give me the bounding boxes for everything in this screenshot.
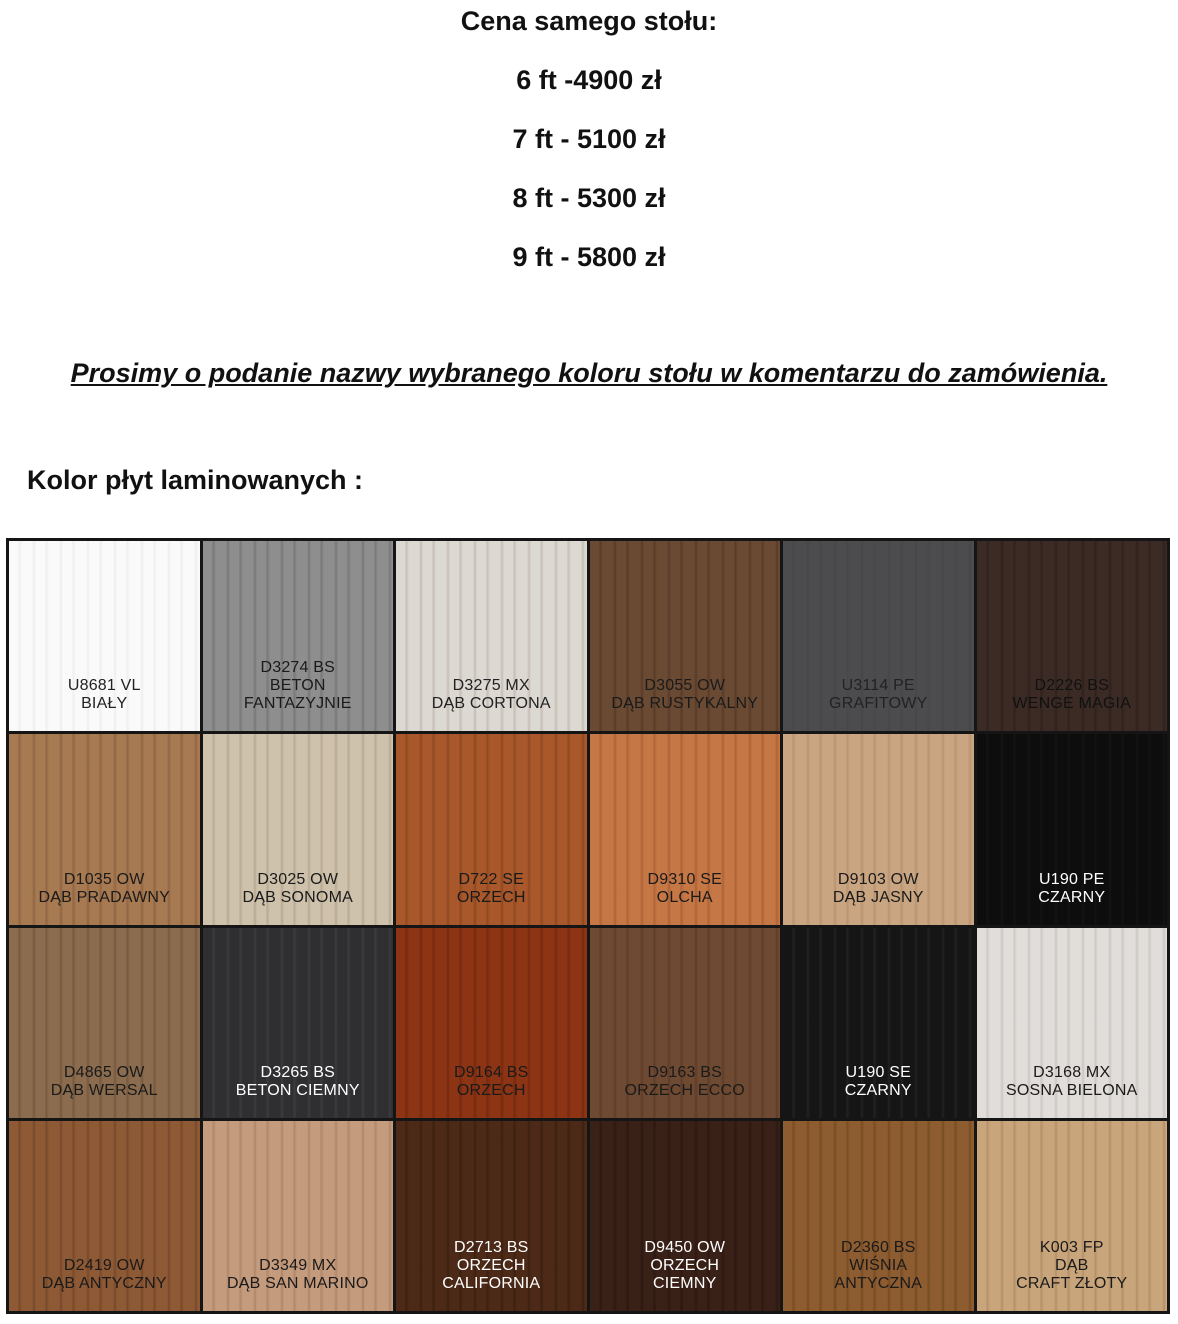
swatch-code: D9164 BS: [453, 1063, 529, 1081]
color-swatch: [9, 928, 200, 1118]
swatch-color-name: ORZECH CALIFORNIA: [442, 1257, 541, 1292]
color-swatch: [396, 928, 587, 1118]
swatch-color-name: ORZECH ECCO: [624, 1081, 745, 1099]
color-swatch: [9, 1121, 200, 1311]
color-swatch: [396, 541, 587, 731]
swatch-label: [644, 1239, 725, 1311]
swatch-label: [38, 871, 170, 925]
color-swatch: [9, 734, 200, 924]
swatch-color-name: BIAŁY: [81, 695, 128, 713]
color-swatch: [783, 928, 974, 1118]
swatch-label: [1038, 871, 1105, 925]
swatch-code: D4865 OW: [63, 1063, 145, 1081]
price-line-6ft: 6 ft -4900 zł: [516, 65, 662, 95]
swatch-code: U8681 VL: [67, 677, 141, 695]
swatch-code: D3265 BS: [260, 1063, 336, 1081]
swatch-color-name: BETON FANTAZYJNIE: [243, 677, 352, 713]
swatch-color-name: DĄB WERSAL: [50, 1081, 158, 1099]
swatch-color-name: OLCHA: [656, 888, 713, 906]
swatch-label: [845, 1064, 912, 1118]
color-swatch: [9, 541, 200, 731]
swatch-code: D3025 OW: [257, 870, 339, 888]
swatch-code: U190 PE: [1039, 870, 1105, 888]
swatch-color-name: DĄB PRADAWNY: [38, 888, 171, 906]
order-comment-notice: Prosimy o podanie nazwy wybranego koloru stołu w komentarzu do zamówienia.: [70, 358, 1108, 388]
color-swatch: [783, 1121, 974, 1311]
color-swatch: [783, 734, 974, 924]
swatch-label: [1016, 1239, 1127, 1311]
swatch-label: [834, 1239, 922, 1311]
swatch-label: [1006, 1064, 1138, 1118]
swatch-color-name: DĄB RUSTYKALNY: [611, 695, 759, 713]
color-swatch: [203, 734, 394, 924]
section-title-laminate-colors: Kolor płyt laminowanych :: [27, 465, 364, 495]
swatch-code: D9450 OW: [644, 1239, 726, 1256]
swatch-color-name: DĄB SAN MARINO: [227, 1275, 369, 1292]
swatch-code: D3168 MX: [1033, 1063, 1111, 1081]
color-swatch: [396, 734, 587, 924]
swatch-code: D9163 BS: [647, 1063, 723, 1081]
swatch-code: U3114 PE: [841, 677, 915, 695]
color-swatch: [590, 928, 781, 1118]
swatch-color-name: DĄB ANTYCZNY: [41, 1275, 167, 1292]
swatch-code: D2360 BS: [840, 1239, 916, 1256]
swatch-code: D3275 MX: [452, 677, 530, 695]
swatch-label: [236, 1064, 360, 1118]
swatch-label: [625, 1064, 745, 1118]
color-swatch: [203, 1121, 394, 1311]
swatch-color-name: ORZECH: [456, 1081, 526, 1099]
color-swatch: [590, 734, 781, 924]
swatch-color-name: CZARNY: [844, 1081, 912, 1099]
swatch-color-name: WENGE MAGIA: [1012, 695, 1132, 713]
swatch-label: [432, 677, 551, 731]
swatch-code: D2419 OW: [63, 1257, 145, 1274]
swatch-color-name: SOSNA BIELONA: [1005, 1081, 1138, 1099]
swatch-label: [454, 1064, 529, 1118]
color-swatch-grid: [6, 538, 1170, 1314]
swatch-label: [227, 1257, 369, 1311]
swatch-code: D9103 OW: [837, 870, 919, 888]
swatch-code: D3055 OW: [644, 677, 726, 695]
swatch-label: [457, 871, 526, 925]
swatch-color-name: DĄB SONOMA: [242, 888, 353, 906]
color-swatch: [977, 928, 1168, 1118]
swatch-code: D1035 OW: [63, 870, 145, 888]
price-line-9ft: 9 ft - 5800 zł: [512, 242, 666, 272]
swatch-label: [442, 1239, 540, 1311]
swatch-label: [1012, 677, 1131, 731]
color-swatch: [590, 541, 781, 731]
color-swatch: [590, 1121, 781, 1311]
swatch-code: D2226 BS: [1034, 677, 1110, 695]
swatch-label: [611, 677, 758, 731]
swatch-color-name: ORZECH CIEMNY: [650, 1257, 720, 1292]
swatch-code: D2713 BS: [453, 1239, 529, 1256]
color-swatch: [977, 541, 1168, 731]
swatch-label: [647, 871, 722, 925]
swatch-label: [68, 677, 141, 731]
swatch-color-name: ORZECH: [456, 888, 526, 906]
swatch-color-name: GRAFITOWY: [829, 695, 928, 713]
swatch-code: K003 FP: [1039, 1239, 1104, 1256]
price-title: Cena samego stołu:: [460, 6, 718, 36]
swatch-color-name: DĄB JASNY: [832, 888, 924, 906]
color-swatch: [203, 928, 394, 1118]
swatch-label: [42, 1257, 167, 1311]
swatch-color-name: DĄB CRAFT ZŁOTY: [1016, 1257, 1128, 1292]
swatch-label: [833, 871, 924, 925]
swatch-code: D722 SE: [458, 870, 524, 888]
swatch-color-name: WIŚNIA ANTYCZNA: [834, 1257, 923, 1292]
swatch-code: D9310 SE: [647, 870, 723, 888]
price-line-8ft: 8 ft - 5300 zł: [512, 183, 666, 213]
swatch-color-name: DĄB CORTONA: [431, 695, 551, 713]
swatch-color-name: CZARNY: [1038, 888, 1106, 906]
swatch-code: U190 SE: [845, 1063, 911, 1081]
color-swatch: [977, 1121, 1168, 1311]
color-swatch: [977, 734, 1168, 924]
swatch-color-name: BETON CIEMNY: [235, 1081, 360, 1099]
swatch-label: [243, 871, 353, 925]
color-swatch: [396, 1121, 587, 1311]
swatch-label: [829, 677, 927, 731]
swatch-code: D3349 MX: [259, 1257, 337, 1274]
swatch-label: [51, 1064, 158, 1118]
color-swatch: [783, 541, 974, 731]
price-line-7ft: 7 ft - 5100 zł: [512, 124, 666, 154]
color-swatch: [203, 541, 394, 731]
swatch-label: [244, 659, 352, 731]
swatch-code: D3274 BS: [260, 659, 336, 677]
